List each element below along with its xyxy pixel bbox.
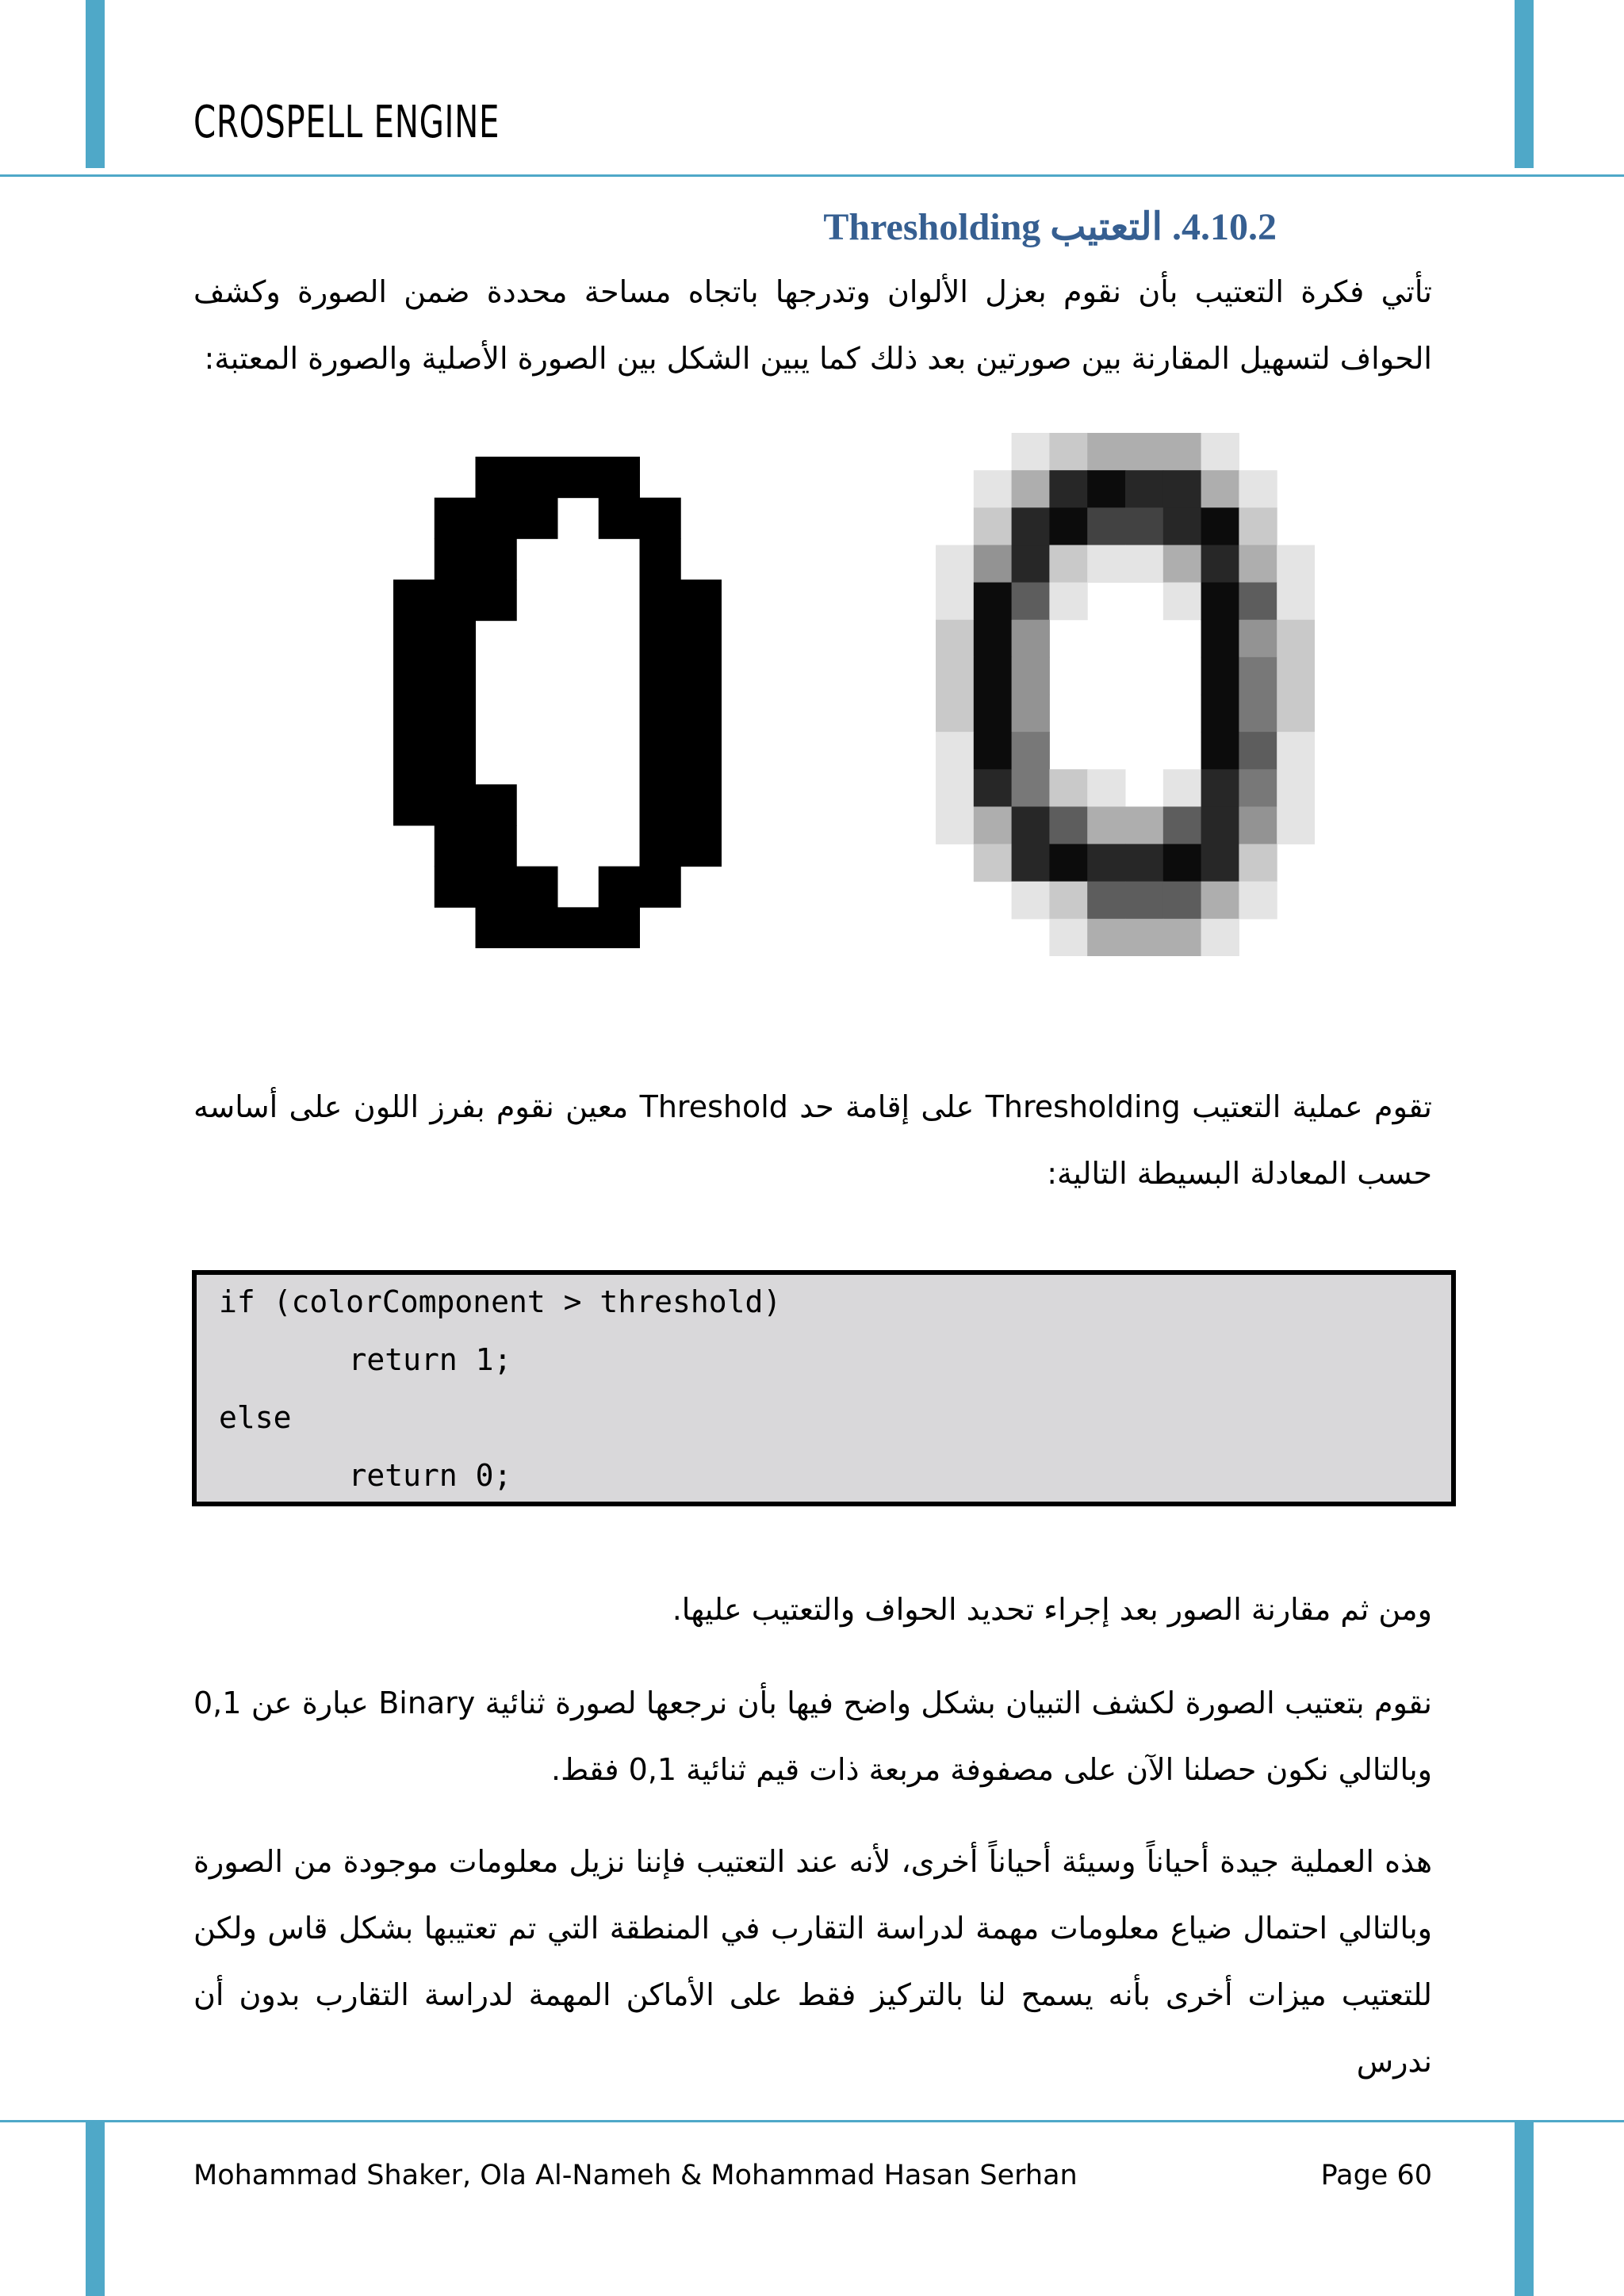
grayscale-pixel	[1087, 545, 1125, 583]
intro-paragraph: تأتي فكرة التعتيب بأن نقوم بعزل الألوان وتدرجها باتجاه مساحة محددة ضمن الصورة وكشف الحواف لتسهيل المقارنة بين صورتين بعد ذلك كما يبين الشكل بين الصورة الأصلية والصورة المعتبة:	[193, 274, 1432, 376]
grayscale-pixel	[1201, 620, 1239, 658]
binary-pixel	[640, 621, 681, 662]
binary-pixel	[476, 457, 517, 498]
binary-pixel	[435, 538, 476, 580]
code-line-else: else	[219, 1400, 292, 1435]
grayscale-pixel	[1125, 882, 1163, 920]
grayscale-pixel	[1125, 844, 1163, 882]
binary-pixel	[640, 498, 681, 539]
binary-pixel	[393, 580, 435, 621]
grayscale-pixel	[1239, 620, 1277, 658]
grayscale-pixel	[1125, 433, 1163, 471]
grayscale-pixel	[1277, 545, 1315, 583]
binary-pixel	[435, 744, 476, 785]
header-left-accent-bar	[86, 0, 105, 168]
grayscale-pixel	[1012, 470, 1050, 508]
grayscale-pixel	[936, 732, 974, 770]
grayscale-pixel	[974, 844, 1012, 882]
code-line-return-0: return 0;	[276, 1458, 512, 1493]
binary-pixel	[435, 784, 476, 825]
binary-pixel	[435, 867, 476, 908]
binary-pixel	[680, 702, 722, 744]
binary-pixel	[435, 661, 476, 702]
binary-pixel	[640, 538, 681, 580]
grayscale-pixel	[974, 806, 1012, 844]
grayscale-pixel	[1012, 769, 1050, 807]
footer-left-accent-bar	[86, 2122, 105, 2296]
grayscale-pixel	[974, 695, 1012, 733]
grayscale-pixel	[1125, 470, 1163, 508]
grayscale-pixel	[1163, 470, 1201, 508]
thresholded-zero-image	[393, 457, 722, 948]
grayscale-pixel	[1163, 507, 1201, 545]
binary-pixel	[393, 621, 435, 662]
grayscale-pixel	[1087, 507, 1125, 545]
binary-pixel	[516, 498, 557, 539]
grayscale-pixel	[1277, 806, 1315, 844]
grayscale-pixel	[1163, 844, 1201, 882]
binary-pixel	[516, 907, 557, 948]
grayscale-pixel	[1012, 620, 1050, 658]
binary-pixel	[680, 621, 722, 662]
grayscale-pixel	[1163, 919, 1201, 956]
grayscale-pixel	[1012, 844, 1050, 882]
binary-pixel	[393, 784, 435, 825]
binary-pixel	[599, 867, 640, 908]
binary-pixel	[393, 702, 435, 744]
header-right-accent-bar	[1515, 0, 1534, 168]
conclusion-paragraph: هذه العملية جيدة أحياناً وسيئة أحياناً أخرى، لأنه عند التعتيب فإننا نزيل معلومات موجودة من الصورة وبالتالي احتمال ضياع معلومات مهمة لدراسة التقارب في المنطقة التي تم تعتيبها بشكل قاس ولكن للتعتيب ميزات أخرى بأنه يسمح لنا بالتركيز فقط على الأماكن المهمة لدراسة التقارب بدون أن ندرس	[193, 1844, 1432, 2079]
binary-pixel	[640, 661, 681, 702]
section-heading: 4.10.2. التعتيب Thresholding	[823, 206, 1277, 248]
document-header-title: CROSPELL ENGINE	[193, 97, 500, 148]
grayscale-pixel	[1087, 470, 1125, 508]
binary-pixel	[557, 457, 599, 498]
grayscale-pixel	[1163, 769, 1201, 807]
grayscale-pixel	[974, 657, 1012, 695]
grayscale-pixel	[1049, 882, 1087, 920]
grayscale-pixel	[936, 657, 974, 695]
binary-pixel	[640, 744, 681, 785]
grayscale-pixel	[1239, 882, 1277, 920]
grayscale-pixel	[1087, 882, 1125, 920]
binary-pixel	[599, 907, 640, 948]
threshold-code-block	[192, 1270, 1456, 1506]
threshold-process-paragraph: تقوم عملية التعتيب Thresholding على إقامة حد Threshold معين نقوم بفرز اللون على أساسه حسب المعادلة البسيطة التالية:	[193, 1089, 1432, 1191]
grayscale-pixel	[1163, 882, 1201, 920]
grayscale-pixel	[1277, 620, 1315, 658]
binary-pixel	[476, 538, 517, 580]
grayscale-pixel	[1239, 732, 1277, 770]
grayscale-pixel	[1163, 806, 1201, 844]
grayscale-pixel	[1163, 433, 1201, 471]
grayscale-pixel	[1049, 507, 1087, 545]
binary-pixel	[435, 621, 476, 662]
grayscale-pixel	[1277, 732, 1315, 770]
grayscale-pixel	[936, 545, 974, 583]
grayscale-pixel	[1239, 769, 1277, 807]
grayscale-pixel	[1201, 844, 1239, 882]
grayscale-pixel	[1012, 882, 1050, 920]
binary-pixel	[435, 580, 476, 621]
binary-pixel	[599, 498, 640, 539]
page-number: Page 60	[1320, 2160, 1432, 2191]
grayscale-pixel	[974, 470, 1012, 508]
binary-pixel	[435, 498, 476, 539]
binary-pixel	[435, 825, 476, 867]
binary-pixel	[599, 457, 640, 498]
binary-pixel	[640, 825, 681, 867]
grayscale-pixel	[1239, 545, 1277, 583]
grayscale-pixel	[1012, 507, 1050, 545]
grayscale-pixel	[1125, 806, 1163, 844]
binary-pixel	[680, 661, 722, 702]
footer-right-accent-bar	[1515, 2122, 1534, 2296]
grayscale-pixel	[974, 545, 1012, 583]
binary-pixel	[476, 580, 517, 621]
grayscale-pixel	[974, 507, 1012, 545]
grayscale-pixel	[1049, 470, 1087, 508]
binary-pixel	[680, 784, 722, 825]
grayscale-pixel	[1012, 545, 1050, 583]
grayscale-pixel	[1201, 583, 1239, 621]
grayscale-pixel	[1012, 806, 1050, 844]
binary-pixel	[393, 661, 435, 702]
grayscale-pixel	[1239, 695, 1277, 733]
grayscale-pixel	[1049, 919, 1087, 956]
binary-pixel	[680, 580, 722, 621]
binary-pixel	[640, 867, 681, 908]
grayscale-pixel	[1239, 470, 1277, 508]
binary-pixel	[393, 744, 435, 785]
grayscale-pixel	[1049, 806, 1087, 844]
grayscale-pixel	[1049, 433, 1087, 471]
grayscale-pixel	[1163, 583, 1201, 621]
grayscale-pixel	[1087, 806, 1125, 844]
grayscale-pixel	[1087, 433, 1125, 471]
grayscale-pixel	[1125, 507, 1163, 545]
grayscale-pixel	[1163, 545, 1201, 583]
grayscale-pixel	[974, 620, 1012, 658]
binary-pixel	[476, 498, 517, 539]
grayscale-pixel	[1087, 919, 1125, 956]
grayscale-pixel	[936, 769, 974, 807]
grayscale-pixel	[1049, 769, 1087, 807]
grayscale-pixel	[1239, 657, 1277, 695]
binary-paragraph: نقوم بتعتيب الصورة لكشف التبيان بشكل واضح فيها بأن نرجعها لصورة ثنائية Binary عبارة عن 0,1 وبالتالي نكون حصلنا الآن على مصفوفة مربعة ذات قيم ثنائية 0,1 فقط.	[193, 1686, 1432, 1787]
binary-pixel	[680, 744, 722, 785]
grayscale-pixel	[1277, 583, 1315, 621]
grayscale-pixel	[1277, 769, 1315, 807]
grayscale-pixel	[1012, 657, 1050, 695]
grayscale-pixel	[1049, 844, 1087, 882]
grayscale-pixel	[1087, 844, 1125, 882]
binary-pixel	[640, 784, 681, 825]
binary-pixel	[476, 867, 517, 908]
grayscale-pixel	[1012, 433, 1050, 471]
footer-authors: Mohammad Shaker, Ola Al-Nameh & Mohammad Hasan Serhan	[193, 2160, 1078, 2191]
grayscale-pixel	[1201, 769, 1239, 807]
grayscale-pixel	[1201, 695, 1239, 733]
grayscale-pixel	[1201, 545, 1239, 583]
grayscale-pixel	[974, 769, 1012, 807]
binary-pixel	[516, 457, 557, 498]
grayscale-pixel	[1087, 769, 1125, 807]
grayscale-pixel	[1201, 919, 1239, 956]
grayscale-pixel	[1239, 583, 1277, 621]
original-grayscale-zero-image	[936, 433, 1315, 956]
compare-paragraph: ومن ثم مقارنة الصور بعد إجراء تحديد الحواف والتعتيب عليها.	[672, 1592, 1432, 1627]
grayscale-pixel	[1201, 657, 1239, 695]
binary-pixel	[435, 702, 476, 744]
grayscale-pixel	[1049, 583, 1087, 621]
grayscale-pixel	[1049, 545, 1087, 583]
binary-pixel	[640, 702, 681, 744]
grayscale-pixel	[1012, 695, 1050, 733]
grayscale-pixel	[1201, 732, 1239, 770]
grayscale-pixel	[1012, 583, 1050, 621]
grayscale-pixel	[1239, 844, 1277, 882]
grayscale-pixel	[1201, 433, 1239, 471]
grayscale-pixel	[936, 583, 974, 621]
binary-pixel	[640, 580, 681, 621]
binary-pixel	[476, 784, 517, 825]
grayscale-pixel	[1201, 806, 1239, 844]
grayscale-pixel	[936, 806, 974, 844]
footer-divider	[0, 2120, 1624, 2122]
binary-pixel	[476, 825, 517, 867]
binary-pixel	[557, 907, 599, 948]
code-line-if: if (colorComponent > threshold)	[219, 1284, 782, 1319]
grayscale-pixel	[1125, 919, 1163, 956]
grayscale-pixel	[1277, 695, 1315, 733]
code-line-return-1: return 1;	[276, 1342, 512, 1377]
binary-pixel	[476, 907, 517, 948]
grayscale-pixel	[936, 620, 974, 658]
grayscale-pixel	[1201, 882, 1239, 920]
grayscale-pixel	[974, 583, 1012, 621]
grayscale-pixel	[1239, 507, 1277, 545]
grayscale-pixel	[1239, 806, 1277, 844]
grayscale-pixel	[1012, 732, 1050, 770]
header-divider	[0, 174, 1624, 177]
grayscale-pixel	[936, 695, 974, 733]
grayscale-pixel	[1277, 657, 1315, 695]
grayscale-pixel	[974, 732, 1012, 770]
grayscale-pixel	[1125, 545, 1163, 583]
binary-pixel	[516, 867, 557, 908]
grayscale-pixel	[1201, 507, 1239, 545]
binary-pixel	[680, 825, 722, 867]
grayscale-pixel	[1201, 470, 1239, 508]
